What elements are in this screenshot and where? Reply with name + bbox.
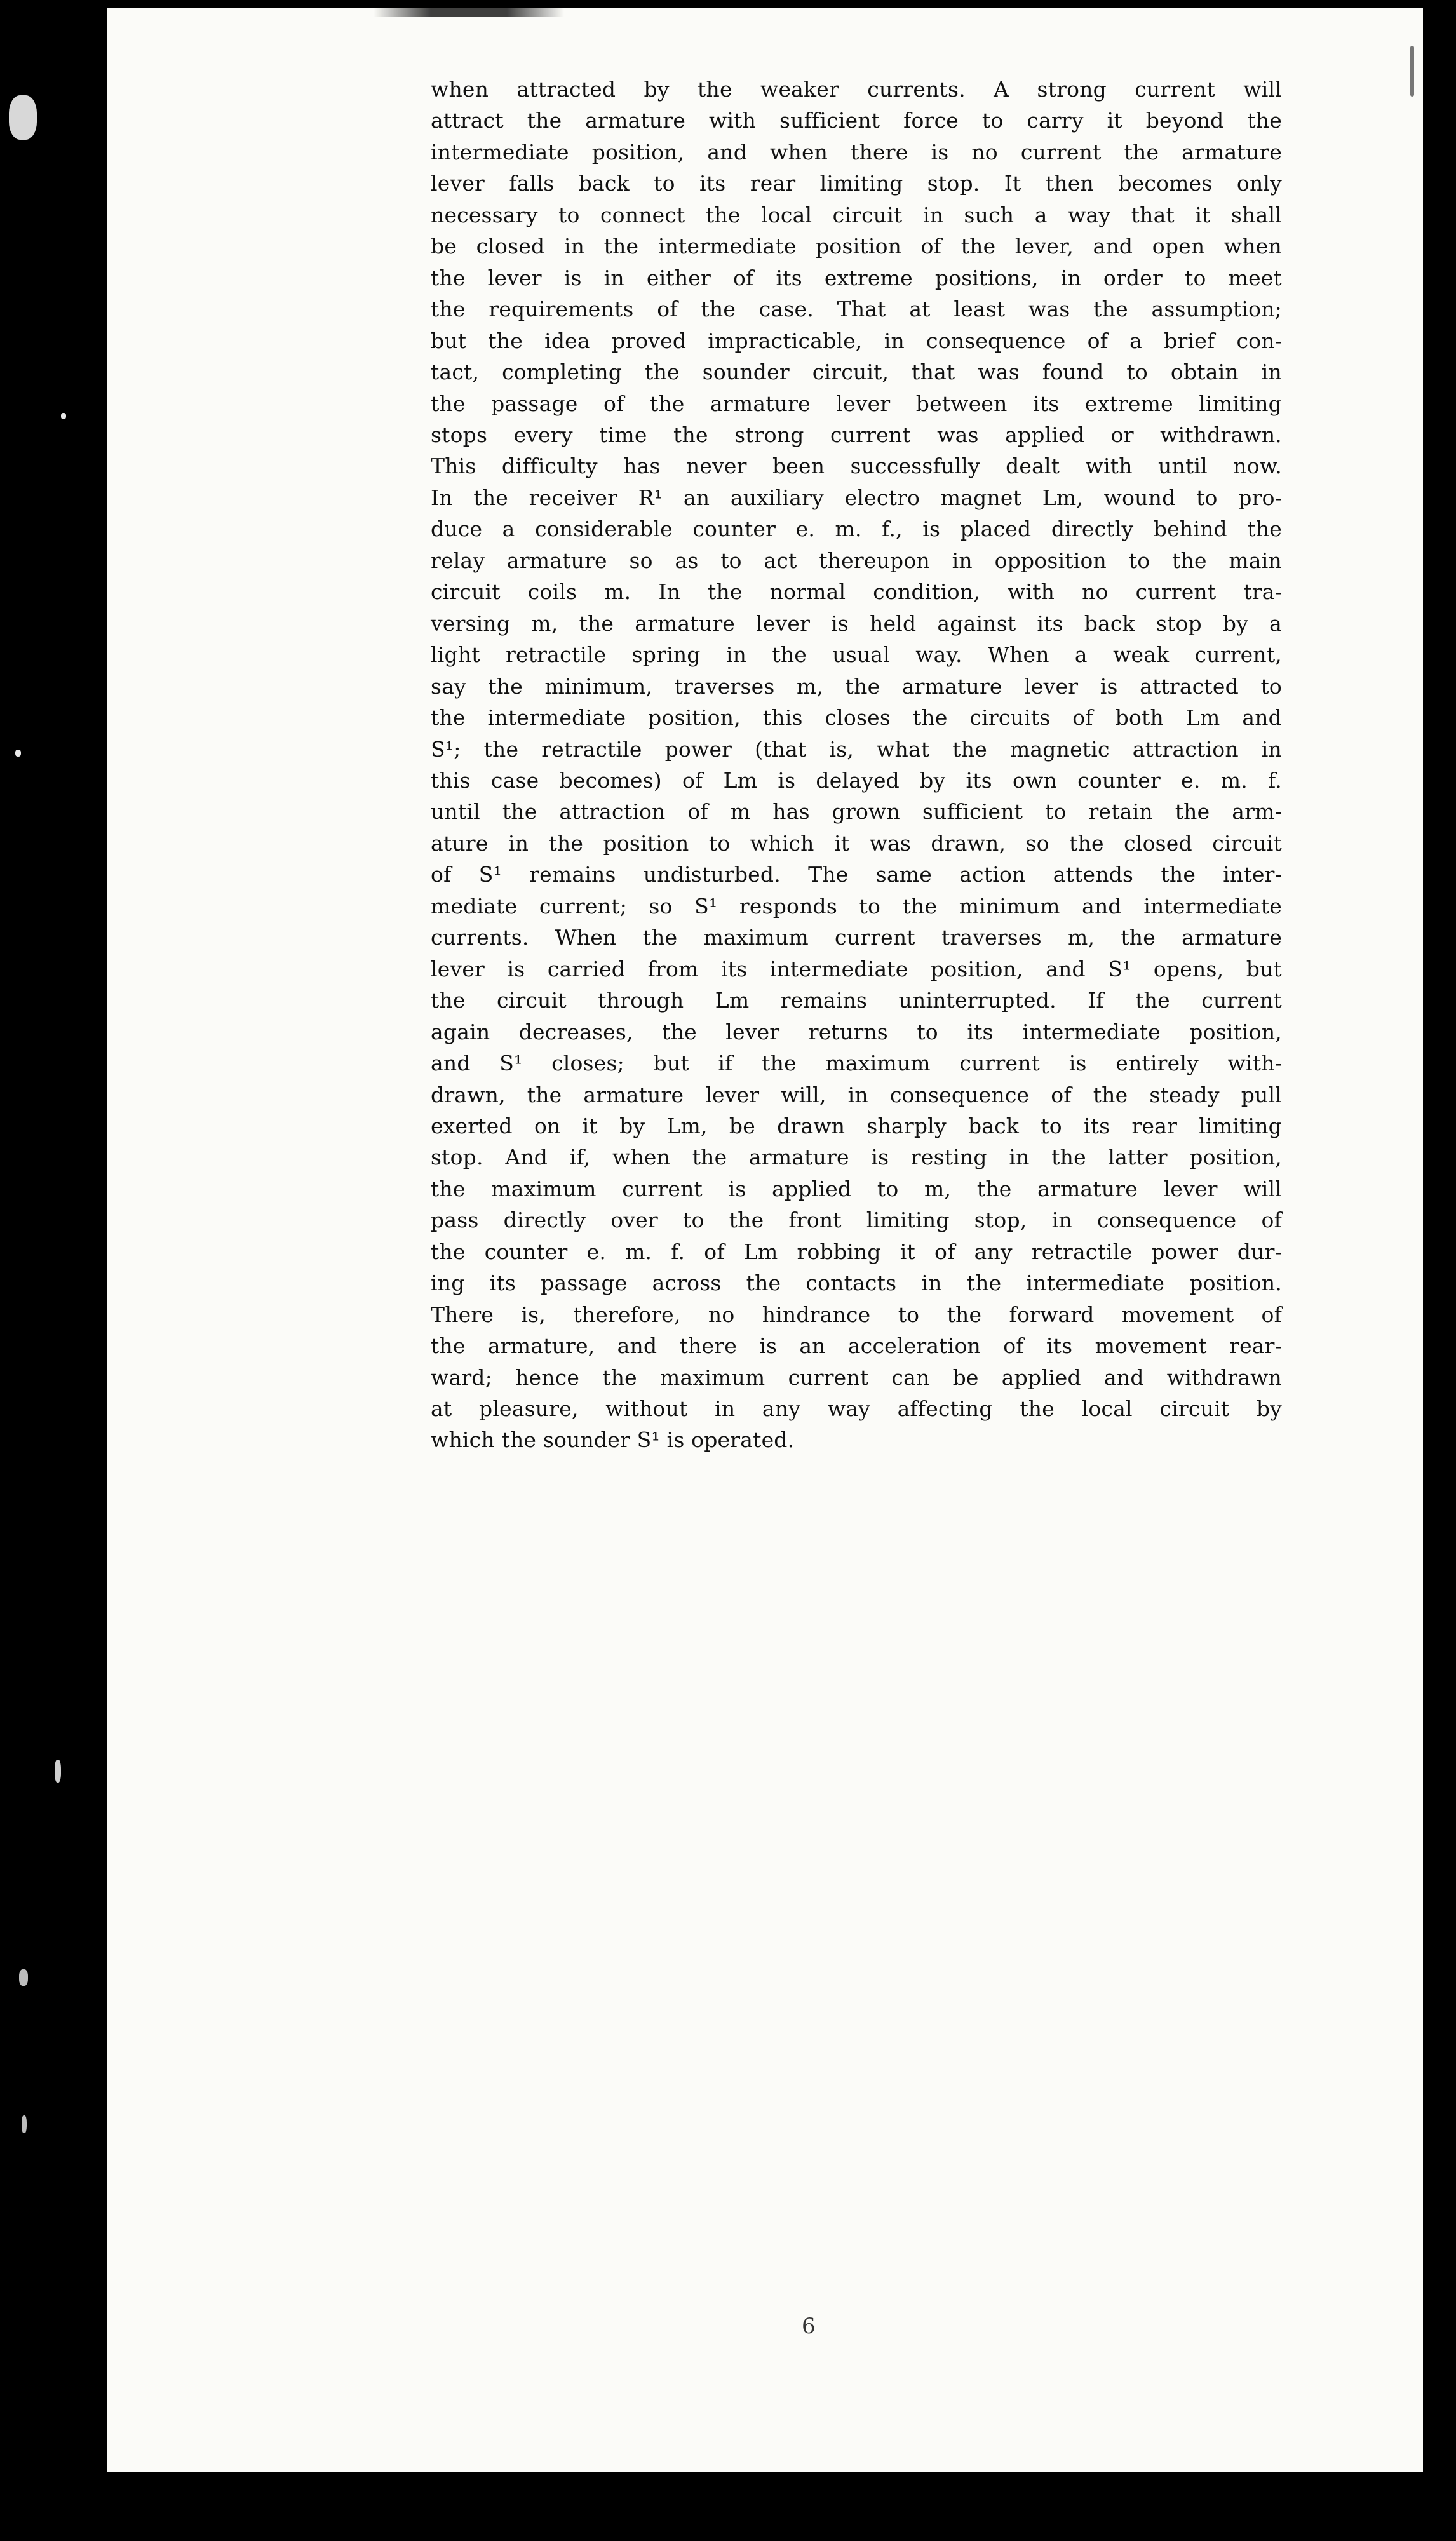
text-line: duce a considerable counter e. m. f., is placed directly behind the xyxy=(431,516,1282,542)
text-line: again decreases, the lever returns to its intermediate position, xyxy=(431,1019,1282,1044)
text-line: which the sounder S¹ is operated. xyxy=(431,1427,795,1453)
body-text xyxy=(431,74,1282,1456)
text-line: until the attraction of m has grown sufficient to retain the arm- xyxy=(431,799,1282,825)
scan-speck xyxy=(15,750,21,757)
scan-edge-mark xyxy=(1410,46,1414,97)
text-line: exerted on it by Lm, be drawn sharply back to its rear limiting xyxy=(431,1113,1282,1138)
text-line: the maximum current is applied to m, the armature lever will xyxy=(431,1176,1282,1201)
text-line: the passage of the armature lever between its extreme limiting xyxy=(431,391,1282,416)
text-line: this case becomes) of Lm is delayed by its own counter e. m. f. xyxy=(431,767,1282,793)
text-line: the armature, and there is an acceleration of its movement rear- xyxy=(431,1333,1282,1359)
text-line: versing m, the armature lever is held against its back stop by a xyxy=(431,610,1282,636)
scan-speck xyxy=(61,413,66,419)
text-line: and S¹ closes; but if the maximum current is entirely with- xyxy=(431,1051,1282,1076)
text-line: when attracted by the weaker currents. A strong current will xyxy=(431,77,1282,102)
text-line: attract the armature with sufficient force to carry it beyond the xyxy=(431,108,1282,133)
scan-speck xyxy=(22,2115,27,2133)
scan-speck xyxy=(55,1760,61,1783)
text-line: be closed in the intermediate position of the lever, and open when xyxy=(431,234,1282,259)
text-line: stops every time the strong current was applied or withdrawn. xyxy=(431,422,1282,447)
text-line: S¹; the retractile power (that is, what the magnetic attraction in xyxy=(431,736,1282,762)
scan-speck xyxy=(9,95,37,140)
text-line: In the receiver R¹ an auxiliary electro magnet Lm, wound to pro- xyxy=(431,485,1282,510)
scan-smudge xyxy=(374,8,564,17)
text-line: drawn, the armature lever will, in consequence of the steady pull xyxy=(431,1082,1282,1107)
text-line: lever is carried from its intermediate position, and S¹ opens, but xyxy=(431,956,1282,981)
text-line: the requirements of the case. That at least was the assumption; xyxy=(431,297,1282,322)
document-page xyxy=(107,8,1423,2472)
text-line: of S¹ remains undisturbed. The same action attends the inter- xyxy=(431,862,1282,887)
page-number: 6 xyxy=(802,2314,816,2339)
text-line: tact, completing the sounder circuit, that was found to obtain in xyxy=(431,360,1282,385)
text-line: ward; hence the maximum current can be applied and withdrawn xyxy=(431,1365,1282,1390)
text-line: relay armature so as to act thereupon in opposition to the main xyxy=(431,548,1282,573)
text-line: stop. And if, when the armature is resting in the latter position, xyxy=(431,1145,1282,1170)
text-line: ature in the position to which it was drawn, so the closed circuit xyxy=(431,830,1282,856)
text-line: but the idea proved impracticable, in consequence of a brief con- xyxy=(431,328,1282,353)
text-line: lever falls back to its rear limiting stop. It then becomes only xyxy=(431,171,1282,196)
text-line: This difficulty has never been successfully dealt with until now. xyxy=(431,454,1282,479)
text-line: the intermediate position, this closes the circuits of both Lm and xyxy=(431,705,1282,731)
text-line: circuit coils m. In the normal condition, with no current tra- xyxy=(431,579,1282,605)
text-line: the circuit through Lm remains uninterrupted. If the current xyxy=(431,988,1282,1013)
text-line: the lever is in either of its extreme positions, in order to meet xyxy=(431,265,1282,290)
text-line: the counter e. m. f. of Lm robbing it of any retractile power dur- xyxy=(431,1239,1282,1264)
text-line: pass directly over to the front limiting stop, in consequence of xyxy=(431,1208,1282,1233)
text-line: currents. When the maximum current traverses m, the armature xyxy=(431,925,1282,950)
text-line: at pleasure, without in any way affecting the local circuit by xyxy=(431,1396,1282,1422)
scan-speck xyxy=(19,1969,28,1986)
text-line: ing its passage across the contacts in the intermediate position. xyxy=(431,1270,1282,1296)
text-line: intermediate position, and when there is no current the armature xyxy=(431,139,1282,165)
text-line: There is, therefore, no hindrance to the forward movement of xyxy=(431,1302,1282,1327)
text-line: mediate current; so S¹ responds to the minimum and intermediate xyxy=(431,893,1282,919)
text-line: say the minimum, traverses m, the armature lever is attracted to xyxy=(431,673,1282,699)
text-line: light retractile spring in the usual way. When a weak current, xyxy=(431,642,1282,668)
text-line: necessary to connect the local circuit in such a way that it shall xyxy=(431,202,1282,227)
